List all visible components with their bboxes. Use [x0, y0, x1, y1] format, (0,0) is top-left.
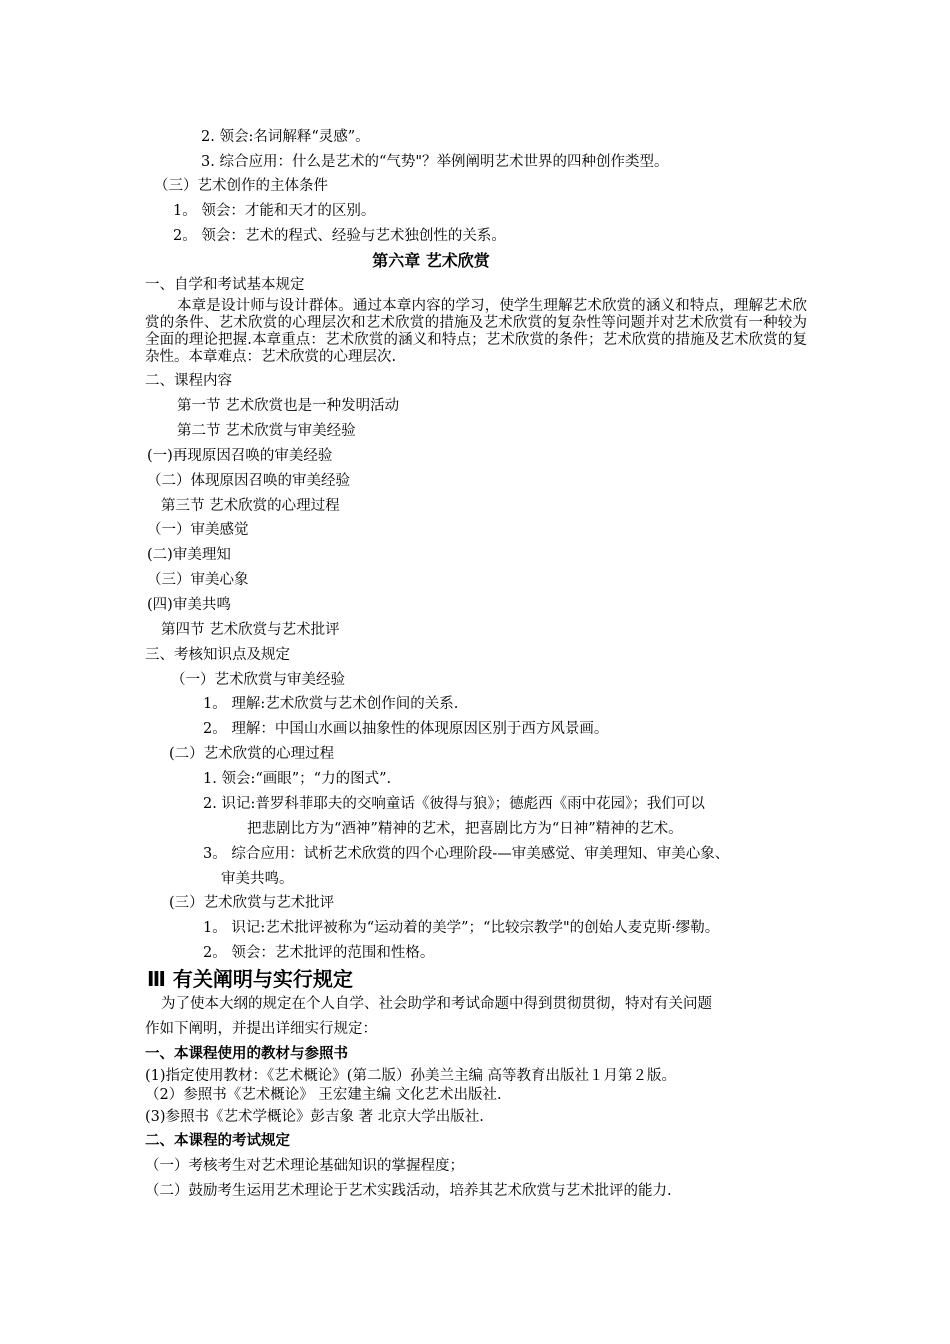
- section-3: 第三节 艺术欣赏的心理过程: [161, 498, 340, 514]
- part-intro-line-2: 作如下阐明，并提出详细实行规定：: [145, 1021, 377, 1037]
- section-4: 第四节 艺术欣赏与艺术批评: [161, 622, 340, 638]
- chapter-title: 第六章 艺术欣赏: [372, 251, 490, 270]
- rule-item: （二）鼓励考生运用艺术理论于艺术实践活动，培养其艺术欣赏与艺术批评的能力.: [145, 1183, 672, 1199]
- exam-item: 2. 识记:普罗科菲耶夫的交响童话《彼得与狼》；德彪西《雨中花园》；我们可以: [203, 796, 705, 812]
- part-heading-3: 三、考核知识点及规定: [145, 647, 290, 663]
- exam-item: 3。 综合应用：试析艺术欣赏的四个心理阶段-—审美感觉、审美理知、审美心象、: [203, 846, 730, 862]
- subsection-heading: （三）艺术创作的主体条件: [154, 178, 328, 194]
- exam-item: 1。 识记:艺术批评被称为“运动着的美学”；“比较宗教学"的创始人麦克斯·缪勒。: [203, 920, 720, 936]
- chapter-intro-paragraph: 本章是设计师与设计群体。通过本章内容的学习，使学生理解艺术欣赏的涵义和特点，理解艺术欣赏的条件、艺术欣赏的心理层次和艺术欣赏的措施及艺术欣赏的复杂性等问题并对艺术欣赏有一种较为全面的理论把握.本章重点：艺术欣赏的涵义和特点；艺术欣赏的条件；艺术欣赏的措施及艺术欣赏的复杂性。本章难点：艺术欣赏的心理层次.: [145, 298, 807, 365]
- section-1: 第一节 艺术欣赏也是一种发明活动: [177, 398, 400, 414]
- exam-subsection: (三）艺术欣赏与艺术批评: [169, 895, 335, 911]
- exam-item: 2。 理解：中国山水画以抽象性的体现原因区别于西方风景画。: [203, 721, 609, 737]
- exam-subsection: (二）艺术欣赏的心理过程: [169, 746, 335, 762]
- book-item: (3)参照书《艺术学概论》彭吉象 著 北京大学出版社.: [145, 1109, 484, 1125]
- sub-item: （一）审美感觉: [147, 522, 249, 538]
- exam-item-continuation: 审美共鸣。: [221, 871, 294, 887]
- exam-item: 1. 领会:“画眼”；“力的图式”.: [203, 771, 392, 787]
- part-intro-line-1: 为了使本大纲的规定在个人自学、社会助学和考试命题中得到贯彻贯彻，特对有关问题: [161, 996, 712, 1012]
- exam-item-3: 3. 综合应用：什么是艺术的“气势"？举例阐明艺术世界的四种创作类型。: [201, 154, 669, 170]
- sub-item: (四)审美共鸣: [147, 597, 231, 613]
- exam-item: 2。 领会：艺术批评的范围和性格。: [203, 945, 435, 961]
- exam-item-continuation: 把悲剧比方为“酒神”精神的艺术，把喜剧比方为“日神”精神的艺术。: [247, 821, 683, 837]
- exam-item: 1。 理解:艺术欣赏与艺术创作间的关系.: [203, 696, 459, 712]
- part-title: Ⅲ 有关阐明与实行规定: [147, 967, 353, 991]
- book-item: (1)指定使用教材：《艺术概论》(第二版）孙美兰主编 高等教育出版社１月第２版。: [145, 1068, 677, 1084]
- part-heading-2: 二、课程内容: [145, 373, 232, 389]
- sub-item: （二）体现原因召唤的审美经验: [147, 473, 350, 489]
- sub-item: （三）审美心象: [147, 572, 249, 588]
- exam-item-2: 2. 领会:名词解释“灵感”。: [201, 129, 370, 145]
- exam-subsection: （一）艺术欣赏与审美经验: [171, 672, 345, 688]
- subheading-exam-rules: 二、本课程的考试规定: [145, 1133, 290, 1149]
- book-item: （2）参照书《艺术概论》 王宏建主编 文化艺术出版社.: [145, 1087, 502, 1103]
- part-heading-1: 一、自学和考试基本规定: [145, 277, 305, 293]
- sub-item: (二)审美理知: [147, 547, 231, 563]
- subheading-textbooks: 一、本课程使用的教材与参照书: [145, 1046, 348, 1062]
- sub-item: (一)再现原因召唤的审美经验: [147, 448, 333, 464]
- section-2: 第二节 艺术欣赏与审美经验: [177, 423, 356, 439]
- exam-item-1: 1。 领会：才能和天才的区别。: [173, 203, 376, 219]
- exam-item-2b: 2。 领会：艺术的程式、经验与艺术独创性的关系。: [173, 228, 506, 244]
- rule-item: （一）考核考生对艺术理论基础知识的掌握程度；: [145, 1158, 464, 1174]
